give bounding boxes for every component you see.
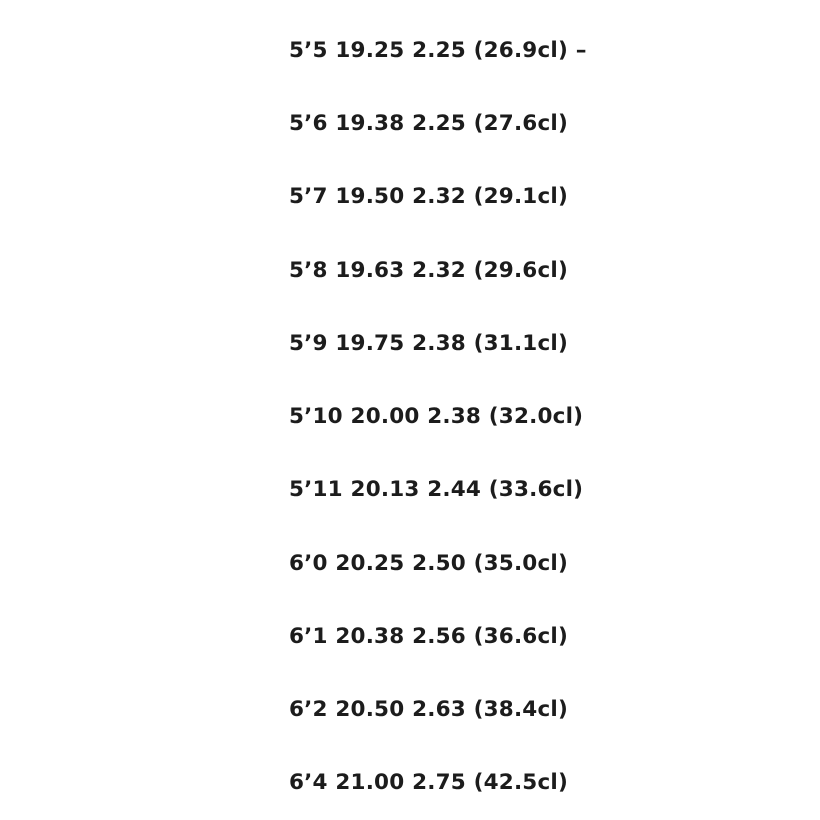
list-item [0, 14, 820, 87]
measurement-line-text: 5’6 19.38 2.25 (27.6cl) [289, 111, 569, 136]
list-item [0, 307, 820, 380]
measurement-line-text: 5’5 19.25 2.25 (26.9cl) – [289, 37, 587, 63]
list-item [0, 673, 820, 746]
list-item [0, 161, 820, 234]
measurement-line-text: 5’10 20.00 2.38 (32.0cl) [289, 404, 584, 430]
list-item [0, 600, 820, 673]
measurement-line-text: 6’0 20.25 2.50 (35.0cl) [289, 550, 569, 576]
list-item [0, 87, 820, 160]
list-item [0, 454, 820, 527]
list-item [0, 234, 820, 307]
measurement-line-text: 5’7 19.50 2.32 (29.1cl) [289, 184, 569, 210]
list-item [0, 747, 820, 820]
list-item [0, 380, 820, 453]
measurement-line-text: 6’1 20.38 2.56 (36.6cl) [289, 623, 569, 649]
list-item [0, 527, 820, 600]
measurement-line-text: 5’8 19.63 2.32 (29.6cl) [289, 257, 569, 283]
measurement-line-text: 6’4 21.00 2.75 (42.5cl) [289, 770, 569, 796]
measurement-line-text: 6’2 20.50 2.63 (38.4cl) [289, 697, 569, 723]
measurement-line-text: 5’9 19.75 2.38 (31.1cl) [289, 330, 569, 356]
measurement-line-text: 5’11 20.13 2.44 (33.6cl) [289, 477, 584, 503]
